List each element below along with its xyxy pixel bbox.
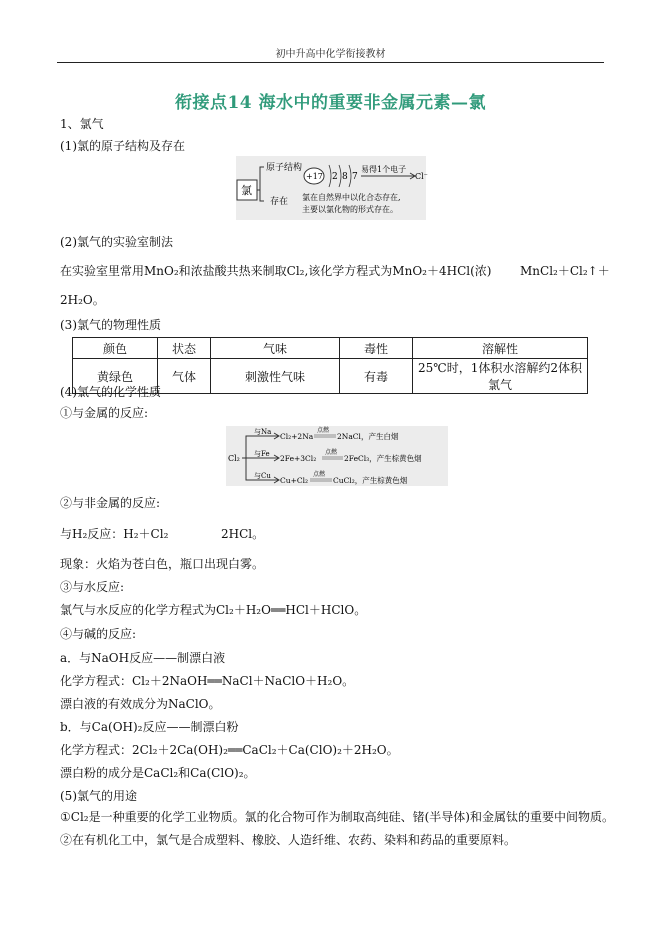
cell-color: 黄绿色 <box>73 359 158 394</box>
bleach-liquid-note: 漂白液的有效成分为NaClO。 <box>60 697 221 711</box>
h2-reaction-reactants: 与H₂反应：H₂＋Cl₂ <box>60 527 169 541</box>
section-1-heading: 1、氯气 <box>60 117 104 131</box>
fe-condition: 点燃 <box>325 449 338 456</box>
fe-products: 2FeCl₃，产生棕黄色烟 <box>344 454 422 463</box>
na-condition: 点燃 <box>317 427 330 434</box>
fe-reactants: 2Fe+3Cl₂ <box>280 454 317 463</box>
lab-prep-water: 2H₂O。 <box>60 293 105 307</box>
header-solubility: 溶解性 <box>413 338 588 359</box>
h2-phenomenon: 现象：火焰为苍白色，瓶口出现白雾。 <box>60 557 265 571</box>
naoh-reaction-equation: 化学方程式：Cl₂＋2NaOH══NaCl＋NaClO＋H₂O。 <box>60 674 355 688</box>
section-uses: (5)氯气的用途 <box>60 789 137 803</box>
water-reaction-equation: 氯气与水反应的化学方程式为Cl₂＋H₂O══HCl＋HClO。 <box>60 603 367 617</box>
use-item-2: ②在有机化工中，氯气是合成塑料、橡胶、人造纤维、农药、染料和药品的重要原料。 <box>60 833 517 847</box>
section-atom-structure: (1)氯的原子结构及存在 <box>60 139 185 153</box>
header-odor: 气味 <box>211 338 340 359</box>
branch-structure-label: 原子结构 <box>266 163 303 173</box>
gain-electron-label: 易得1个电子 <box>361 165 407 174</box>
na-reactants: Cl₂+2Na <box>280 432 314 441</box>
existence-line-1: 氯在自然界中以化合态存在, <box>302 193 401 202</box>
cell-odor: 刺激性气味 <box>211 359 340 394</box>
with-na: 与Na <box>254 428 272 436</box>
bleach-powder-note: 漂白粉的成分是CaCl₂和Ca(ClO)₂。 <box>60 766 256 780</box>
metal-reaction-diagram <box>226 426 448 486</box>
page-header: 初中升高中化学衔接教材 <box>275 49 386 60</box>
cell-toxicity: 有毒 <box>340 359 413 394</box>
atom-structure-diagram <box>236 156 426 220</box>
section-physical: (3)氯气的物理性质 <box>60 318 161 332</box>
shell-3-count: 7 <box>352 172 358 182</box>
header-color: 颜色 <box>73 338 158 359</box>
na-products: 2NaCl，产生白烟 <box>337 432 399 441</box>
nonmetal-reaction-label: ②与非金属的反应: <box>60 496 161 510</box>
with-cu: 与Cu <box>254 472 271 480</box>
shell-1-count: 2 <box>332 172 338 182</box>
element-char: 氯 <box>241 184 252 197</box>
cell-solubility: 25℃时，1体积水溶解约2体积氯气 <box>413 359 588 394</box>
cu-condition: 点燃 <box>313 471 326 478</box>
page-title: 衔接点14 海水中的重要非金属元素—氯 <box>174 93 487 113</box>
h2-reaction-products: 2HCl。 <box>221 527 265 541</box>
header-divider <box>57 62 604 63</box>
header-toxicity: 毒性 <box>340 338 413 359</box>
section-lab-prep: (2)氯气的实验室制法 <box>60 235 173 249</box>
cell-state: 气体 <box>158 359 211 394</box>
lab-prep-products: MnCl₂＋Cl₂↑＋ <box>520 264 610 278</box>
metal-reaction-label: ①与金属的反应: <box>60 406 149 420</box>
chlorine-center: Cl₂ <box>228 454 240 463</box>
cu-reactants: Cu+Cl₂ <box>280 476 308 485</box>
nucleus-charge: +17 <box>306 172 323 181</box>
water-reaction-label: ③与水反应: <box>60 580 125 594</box>
use-item-1: ①Cl₂是一种重要的化学工业物质。氯的化合物可作为制取高纯硅、锗(半导体)和金属钛的重要中间物质。 <box>60 810 614 824</box>
section-chemical: (4)氯气的化学性质 <box>60 385 161 399</box>
naoh-reaction-title: a．与NaOH反应——制漂白液 <box>60 651 226 665</box>
chloride-ion: Cl⁻ <box>415 172 428 181</box>
with-fe: 与Fe <box>254 450 270 458</box>
cu-products: CuCl₂，产生棕黄色烟 <box>333 476 408 485</box>
caoh2-reaction-equation: 化学方程式：2Cl₂＋2Ca(OH)₂══CaCl₂＋Ca(ClO)₂＋2H₂O。 <box>60 743 399 757</box>
lab-prep-equation: 在实验室里常用MnO₂和浓盐酸共热来制取Cl₂,该化学方程式为MnO₂＋4HCl(浓) <box>60 264 492 278</box>
caoh2-reaction-title: b．与Ca(OH)₂反应——制漂白粉 <box>60 720 239 734</box>
header-state: 状态 <box>158 338 211 359</box>
shell-2-count: 8 <box>342 172 348 182</box>
base-reaction-label: ④与碱的反应: <box>60 627 137 641</box>
branch-existence-label: 存在 <box>270 197 289 207</box>
table-header-row <box>73 338 588 359</box>
existence-line-2: 主要以氯化物的形式存在。 <box>302 205 398 214</box>
